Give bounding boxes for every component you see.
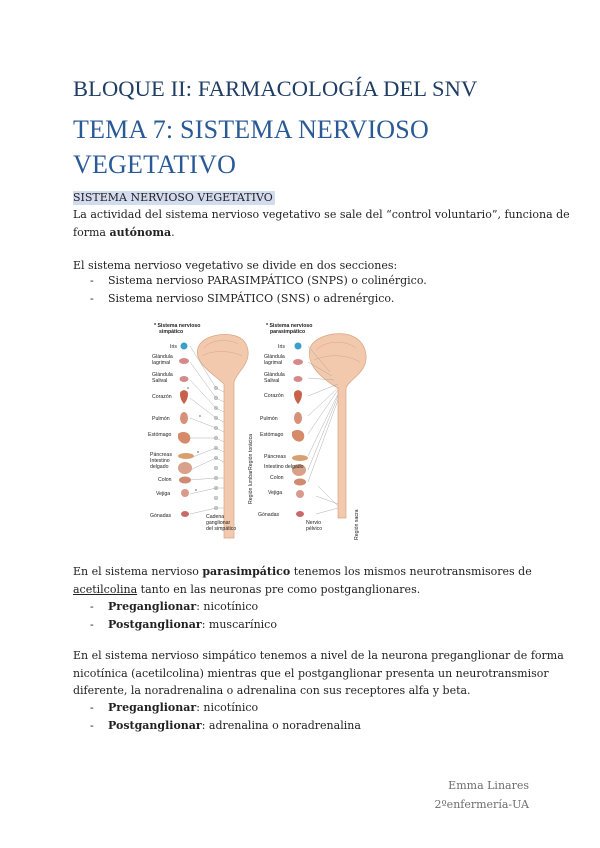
label-stomach-left: Estómago xyxy=(148,432,172,438)
para-line-2-post: tanto en las neuronas pre como postganglionares. xyxy=(137,582,421,596)
label-bladder-left: Vejiga xyxy=(156,491,171,497)
gonads-icon xyxy=(181,511,189,517)
label-gland-1-right: Glándula xyxy=(264,354,285,360)
list-item xyxy=(90,616,277,634)
label-thoracic: Región torácica xyxy=(248,433,254,470)
label-gland-3-left: Glándula xyxy=(152,372,173,378)
left-title-2: simpático xyxy=(159,329,184,335)
section-heading-highlighted: SISTEMA NERVIOSO VEGETATIVO xyxy=(73,191,273,204)
sympathetic-list xyxy=(90,699,361,734)
stomach-icon xyxy=(292,430,304,442)
label-iris-left: Iris xyxy=(170,344,177,350)
parasympathetic-diagram xyxy=(258,323,366,540)
label-lumbar: Región lumbar xyxy=(248,470,254,504)
list-item xyxy=(90,717,361,735)
list-item xyxy=(90,598,277,616)
list-item-bold: Preganglionar xyxy=(108,701,197,714)
heart-icon xyxy=(180,390,188,404)
label-stomach-right: Estómago xyxy=(260,432,284,438)
salivary-gland-icon xyxy=(180,376,189,382)
label-intestine-1-left: Intestino xyxy=(150,458,170,464)
label-intestine-right: Intestino delgado xyxy=(264,464,304,470)
label-gland-3-right: Glándula xyxy=(264,372,285,378)
lung-icon xyxy=(180,412,188,424)
list-item-text: : adrenalina o noradrenalina xyxy=(201,718,361,732)
divide-paragraph: El sistema nervioso vegetativo se divide en dos secciones: xyxy=(73,259,398,272)
footer-author: Emma Linares xyxy=(448,779,529,792)
iris-icon xyxy=(181,343,188,350)
intro-line-2 xyxy=(73,224,533,242)
label-gonads-right: Gónadas xyxy=(258,512,280,518)
para-line-2 xyxy=(73,581,533,599)
heart-icon xyxy=(294,390,302,404)
label-colon-right: Colon xyxy=(270,475,284,481)
label-heart-left: Corazón xyxy=(152,394,172,400)
label-gland-2-left: lagrimal xyxy=(152,360,171,366)
list-item-text: : muscarínico xyxy=(201,617,277,631)
label-nerve-1: Nervio xyxy=(306,520,321,526)
label-colon-left: Colon xyxy=(158,477,172,483)
label-pancreas-right: Páncreas xyxy=(264,454,286,460)
footer-course: 2ºenfermería-UA xyxy=(434,798,529,811)
label-nerve-2: pélvico xyxy=(306,526,323,532)
list-item xyxy=(90,699,361,717)
small-intestine-icon xyxy=(178,462,192,474)
label-intestine-2-left: delgado xyxy=(150,464,169,470)
right-title-2: parasimpático xyxy=(270,329,306,335)
pancreas-icon xyxy=(178,453,194,459)
lacrimal-gland-icon xyxy=(179,358,189,364)
label-chain-1: Cadena xyxy=(206,514,225,520)
intro-line-2-text: forma xyxy=(73,225,110,239)
document-title: BLOQUE II: FARMACOLOGÍA DEL SNV xyxy=(73,76,478,101)
colon-icon xyxy=(179,477,191,484)
label-lung-right: Pulmón xyxy=(260,416,278,422)
label-iris-right: Iris xyxy=(278,344,285,350)
label-gonads-left: Gónadas xyxy=(150,513,172,519)
label-gland-4-right: Salival xyxy=(264,378,280,384)
list-item-text: : nicotínico xyxy=(196,701,259,714)
parasympathetic-list xyxy=(90,598,277,633)
right-title-1: Sistema nervioso xyxy=(269,323,313,329)
list-item-bold: Preganglionar xyxy=(108,600,197,613)
label-gland-4-left: Salival xyxy=(152,378,168,384)
label-sacral: Región sacra xyxy=(354,509,360,540)
intro-period: . xyxy=(171,225,175,239)
parasympathetic-paragraph xyxy=(73,563,533,598)
lung-icon xyxy=(294,412,302,424)
simp-line-1: En el sistema nervioso simpático tenemos a nivel de la neurona preganglionar de forma xyxy=(73,649,564,662)
para-underlined-word: acetilcolina xyxy=(73,582,138,596)
document-subtitle: TEMA 7: SISTEMA NERVIOSO VEGETATIVO xyxy=(73,115,429,179)
pancreas-icon xyxy=(292,455,308,461)
list-item-bold: Postganglionar xyxy=(108,718,202,732)
intro-paragraph xyxy=(73,206,570,241)
salivary-gland-icon xyxy=(294,376,303,382)
sympathetic-paragraph xyxy=(73,647,564,700)
list-item: - Sistema nervioso SIMPÁTICO (SNS) o adrenérgico. xyxy=(90,290,427,308)
nervous-system-diagram xyxy=(140,318,380,546)
intro-line-1: La actividad del sistema nervioso vegetativo se sale del “control voluntario”, funciona de xyxy=(73,208,570,221)
label-bladder-right: Vejiga xyxy=(268,490,283,496)
list-item-text: : nicotínico xyxy=(196,600,259,613)
stomach-icon xyxy=(178,432,190,444)
label-lung-left: Pulmón xyxy=(152,416,170,422)
list-item: - Sistema nervioso PARASIMPÁTICO (SNPS) o colinérgico. xyxy=(90,272,427,290)
bladder-icon xyxy=(181,489,189,497)
left-title-1: Sistema nervioso xyxy=(157,323,201,329)
label-gland-1-left: Glándula xyxy=(152,354,173,360)
label-heart-right: Corazón xyxy=(264,393,284,399)
para-line-1 xyxy=(73,563,533,581)
label-chain-2: ganglionar xyxy=(206,520,231,526)
simp-line-3: diferente, la noradrenalina o adrenalina con sus receptores alfa y beta. xyxy=(73,684,471,697)
label-chain-3: del simpático xyxy=(206,526,237,532)
bladder-icon xyxy=(296,490,304,498)
lacrimal-gland-icon xyxy=(293,359,303,365)
iris-icon xyxy=(295,343,302,350)
colon-icon xyxy=(294,479,306,486)
svg-text:* Sistema nervioso: * Sistema nervioso xyxy=(266,323,313,329)
sympathetic-diagram xyxy=(148,323,254,538)
para-line-1-pre: En el sistema nervioso xyxy=(73,565,203,578)
para-bold-word: parasimpático xyxy=(202,565,291,578)
para-line-1-post: tenemos los mismos neurotransmisores de xyxy=(290,565,532,578)
intro-bold-word: autónoma xyxy=(109,225,172,239)
label-pancreas-left: Páncreas xyxy=(150,452,172,458)
list-item-bold: Postganglionar xyxy=(108,617,202,631)
label-gland-2-right: lagrimal xyxy=(264,360,283,366)
gonads-icon xyxy=(296,511,304,517)
divide-list xyxy=(90,272,427,307)
simp-line-2: nicotínica (acetilcolina) mientras que el postganglionar presenta un neurotransmisor xyxy=(73,666,549,680)
svg-text:* Sistema nervioso: * Sistema nervioso xyxy=(154,323,201,329)
